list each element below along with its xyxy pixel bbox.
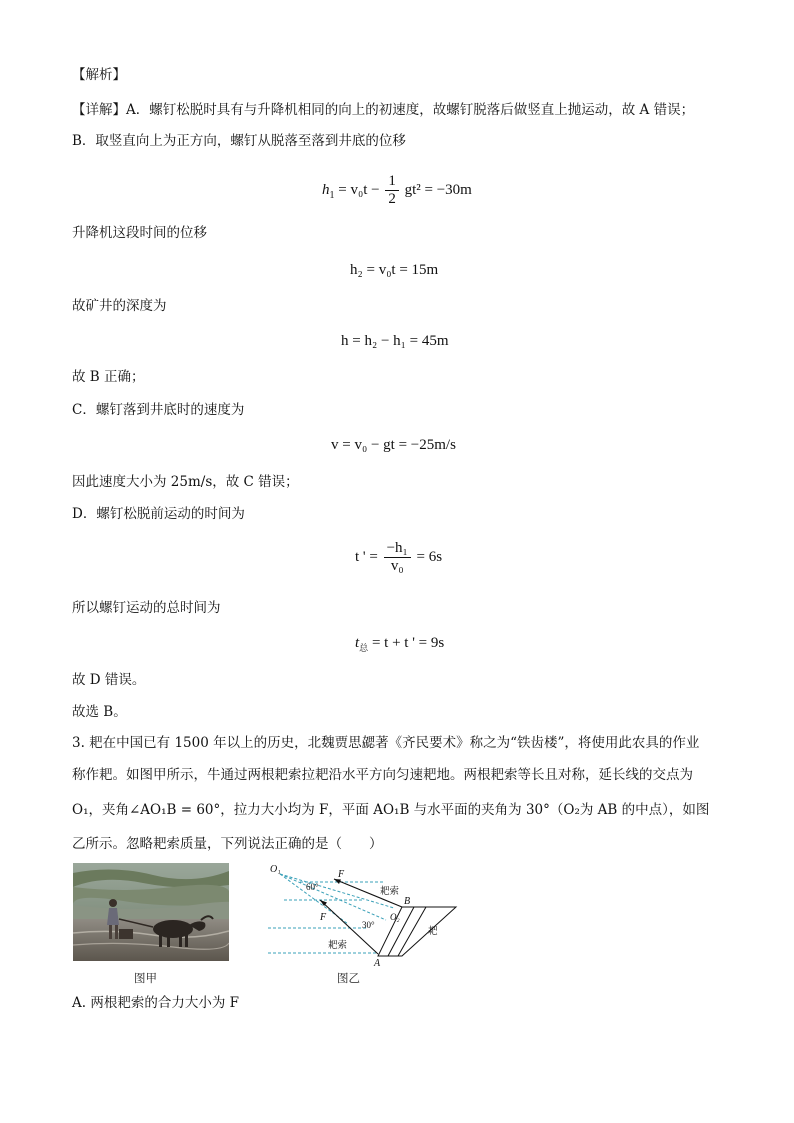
detail-c-intro: C．螺钉落到井底时的速度为 <box>72 402 245 418</box>
diagram-caption: 图乙 <box>337 971 360 985</box>
detail-c-conclusion: 因此速度大小为 25m/s，故 C 错误； <box>72 474 299 490</box>
svg-text:F: F <box>338 869 345 880</box>
farming-photo <box>73 863 229 961</box>
detail-d-total: 所以螺钉运动的总时间为 <box>72 600 221 616</box>
option-a: A. 两根耙索的合力大小为 F <box>72 995 239 1011</box>
equation-tprime: t ' = $\frac{\text{−h₁}}{\text{v₀}}$ = 6s <box>355 540 443 574</box>
svg-text:耙: 耙 <box>428 927 438 937</box>
fraction-half: $\frac{1}{2}$ <box>385 173 399 208</box>
svg-text:30°: 30° <box>362 920 375 930</box>
svg-text:B: B <box>404 896 411 907</box>
equation-h1: $h_1 = v_0t$ − $\frac{1}{2}$ gt² = −30m <box>322 173 472 207</box>
svg-text:F: F <box>320 912 327 923</box>
svg-text:A: A <box>374 958 381 967</box>
equation-h2: h₂ = v₀t = 15m <box>350 262 439 278</box>
solution-heading: 【解析】 <box>72 67 126 83</box>
equation-v: v = v₀ − gt = −25m/s <box>331 437 456 453</box>
force-diagram <box>262 862 462 971</box>
question-line-2: 称作耙。如图甲所示，牛通过两根耙索拉耙沿水平方向匀速耙地。两根耙索等长且对称，延长线的交点为 <box>72 767 693 783</box>
svg-text:60°: 60° <box>306 882 319 892</box>
question-line-1: 3. 耙在中国已有 1500 年以上的历史，北魏贾思勰著《齐民要术》称之为“铁齿楼”，将使用此农具的作业 <box>72 735 700 751</box>
question-line-3: O₁，夹角∠AO₁B = 60°，拉力大小均为 F，平面 AO₁B 与水平面的夹角为 30°（O₂为 AB 的中点），如图 <box>72 802 710 818</box>
answer-line: 故选 B。 <box>72 704 127 720</box>
detail-b-elevator: 升降机这段时间的位移 <box>72 225 207 241</box>
detail-b-intro: B．取竖直向上为正方向，螺钉从脱落至落到井底的位移 <box>72 133 406 149</box>
svg-text:耙索: 耙索 <box>328 941 348 951</box>
equation-ttotal: $t_总 = t + t$ ' = 9s <box>355 635 445 653</box>
fraction-h1-v0: $\frac{\text{−h₁}}{\text{v₀}}$ <box>384 540 411 575</box>
equation-h: h = h₂ − h₁ = 45m <box>341 333 449 349</box>
photo-caption: 图甲 <box>134 971 157 985</box>
svg-text:耙索: 耙索 <box>380 887 400 897</box>
svg-text:O₂: O₂ <box>390 912 400 922</box>
detail-b-conclusion: 故 B 正确； <box>72 369 145 385</box>
detail-b-depth: 故矿井的深度为 <box>72 298 167 314</box>
detail-a: 【详解】A．螺钉松脱时具有与升降机相同的向上的初速度，故螺钉脱落后做竖直上抛运动，故 A 错误； <box>72 102 695 118</box>
svg-text:O₁: O₁ <box>270 864 281 875</box>
detail-d-intro: D．螺钉松脱前运动的时间为 <box>72 506 245 522</box>
question-line-4: 乙所示。忽略耙索质量，下列说法正确的是（ ） <box>72 836 383 852</box>
detail-d-conclusion: 故 D 错误。 <box>72 672 146 688</box>
